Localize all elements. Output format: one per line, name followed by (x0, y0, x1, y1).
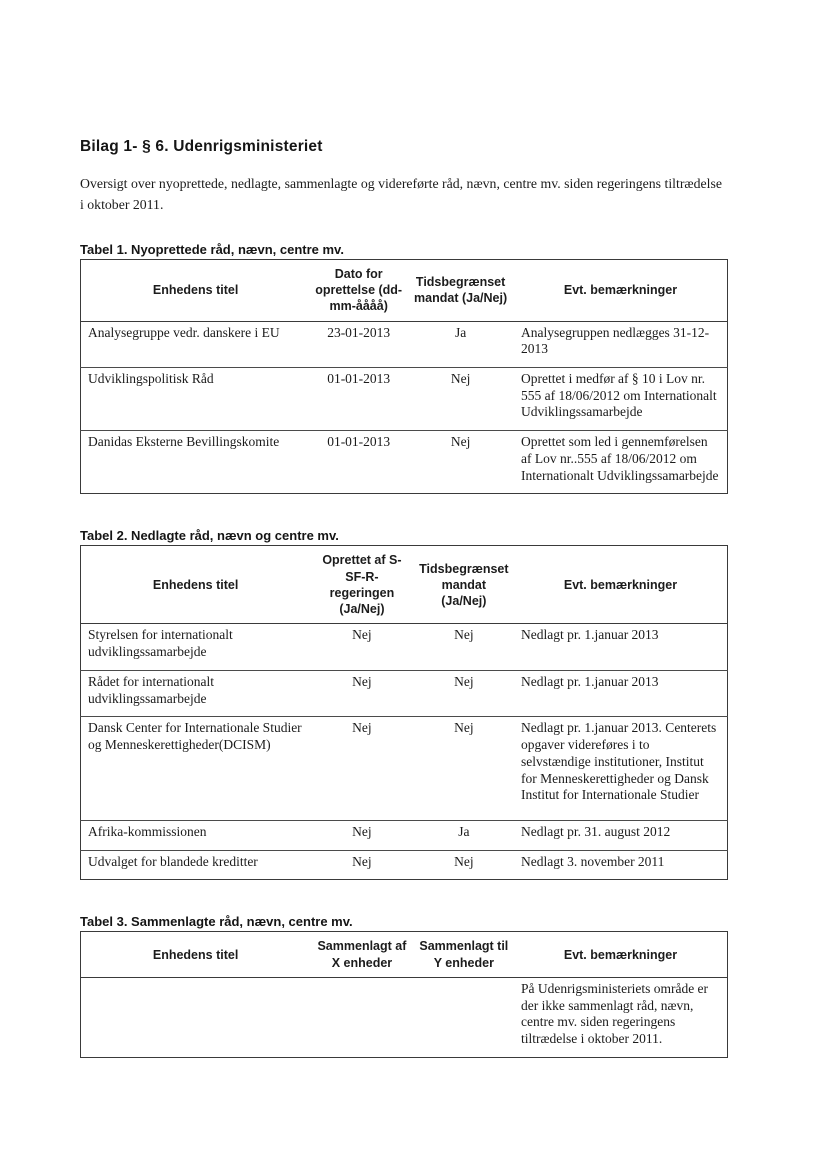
table-body (81, 624, 728, 880)
nedlagte-table (80, 545, 728, 880)
table-cell: På Udenrigsministeriets område er der ikke sammenlagt råd, nævn, centre mv. siden regeringens tiltrædelse i oktober 2011. (520, 980, 709, 1047)
table-cell: Analysegruppe vedr. danskere i EU (81, 321, 311, 367)
table-cell: 01-01-2013 (310, 367, 407, 430)
table-cell: 23-01-2013 (310, 321, 407, 367)
table-cell: Nej (414, 624, 514, 670)
table-cell: Nedlagt pr. 1.januar 2013 (514, 624, 728, 670)
table-cell: Nej (450, 434, 471, 450)
column-header: Evt. bemærkninger (514, 932, 728, 978)
table-header-row (81, 546, 728, 624)
table-cell: Nedlagt pr. 1.januar 2013. Centerets opgaver videreføres i to selvstændige institutioner, Institut for Menneskerettigheder og Dansk Institut for Internationale Studier (514, 717, 728, 821)
table-cell: Styrelsen for internationalt udviklingssamarbejde (81, 624, 311, 670)
column-header: Evt. bemærkninger (514, 546, 728, 624)
table-caption: Tabel 1. Nyoprettede råd, nævn, centre mv. (80, 241, 344, 257)
section-nyoprettede (80, 242, 728, 495)
sammenlagte-table (80, 931, 728, 1057)
nyoprettede-table (80, 259, 728, 495)
column-header: Enhedens titel (81, 932, 311, 978)
table-row (81, 850, 728, 880)
table-cell (414, 977, 514, 1057)
table-cell: Dansk Center for Internationale Studier og Menneskerettigheder(DCISM) (81, 717, 311, 821)
table-cell: Ja (407, 321, 514, 367)
table-row (81, 321, 728, 367)
table-caption: Tabel 2. Nedlagte råd, nævn og centre mv. (80, 528, 339, 544)
table-cell: Analysegruppen nedlægges 31-12-2013 (514, 321, 728, 367)
table-cell (81, 977, 311, 1057)
table-cell (310, 977, 414, 1057)
table-cell: Nej (414, 670, 514, 716)
table-cell: Nedlagt pr. 1.januar 2013 (514, 670, 728, 716)
column-header: Tidsbegrænset mandat (Ja/Nej) (414, 546, 514, 624)
table-head (81, 259, 728, 321)
table-header-row (81, 259, 728, 321)
table-cell: Afrika-kommissionen (81, 820, 311, 850)
table-caption: Tabel 3. Sammenlagte råd, nævn, centre mv. (80, 914, 353, 930)
table-cell: Nedlagt pr. 31. august 2012 (514, 820, 728, 850)
table-cell: Nej (414, 717, 514, 821)
column-header: Evt. bemærkninger (514, 259, 728, 321)
table-cell: Oprettet i medfør af § 10 i Lov nr. 555 af 18/06/2012 om Internationalt Udviklingssamarbejde (514, 367, 728, 430)
table-cell: Nej (454, 853, 474, 869)
table-cell: Nej (310, 670, 414, 716)
intro-paragraph: Oversigt over nyoprettede, nedlagte, sammenlagte og videreførte råd, nævn, centre mv. siden regeringens tiltrædelse i oktober 2011. (80, 176, 722, 213)
table-cell: Ja (414, 820, 514, 850)
table-head (81, 546, 728, 624)
table-row (81, 431, 728, 494)
column-header: Sammenlagt af X enheder (310, 932, 414, 978)
table-head (81, 932, 728, 978)
table-cell: Udvalget for blandede kreditter (88, 853, 258, 869)
table-row (81, 717, 728, 821)
table-cell: Nej (310, 624, 414, 670)
table-cell: Udviklingspolitisk Råd (81, 367, 311, 430)
table-row (81, 367, 728, 430)
column-header: Tidsbegrænset mandat (Ja/Nej) (407, 259, 514, 321)
table-cell: Nej (310, 820, 414, 850)
column-header: Sammenlagt til Y enheder (414, 932, 514, 978)
table-cell: 01-01-2013 (327, 434, 391, 450)
table-row (81, 670, 728, 716)
table-cell: Danidas Eksterne Bevillingskomite (88, 434, 280, 450)
table-cell: Rådet for internationalt udviklingssamarbejde (81, 670, 311, 716)
table-body (81, 977, 728, 1057)
column-header: Oprettet af S-SF-R-regeringen (Ja/Nej) (310, 546, 414, 624)
table-cell: Nej (310, 717, 414, 821)
table-cell: Nej (352, 853, 372, 869)
column-header: Dato for oprettelse (dd-mm-åååå) (310, 259, 407, 321)
column-header: Enhedens titel (81, 259, 311, 321)
table-row (81, 977, 728, 1057)
section-sammenlagte (80, 914, 728, 1057)
table-row (81, 624, 728, 670)
table-cell: Nej (407, 367, 514, 430)
table-body (81, 321, 728, 494)
table-cell: Oprettet som led i gennemførelsen af Lov nr..555 af 18/06/2012 om Internationalt Udviklingssamarbejde (520, 434, 719, 483)
section-nedlagte (80, 528, 728, 880)
table-row (81, 820, 728, 850)
page-title: Bilag 1- § 6. Udenrigsministeriet (80, 138, 323, 155)
column-header: Enhedens titel (81, 546, 311, 624)
table-cell: Nedlagt 3. november 2011 (520, 853, 665, 869)
table-header-row (81, 932, 728, 978)
